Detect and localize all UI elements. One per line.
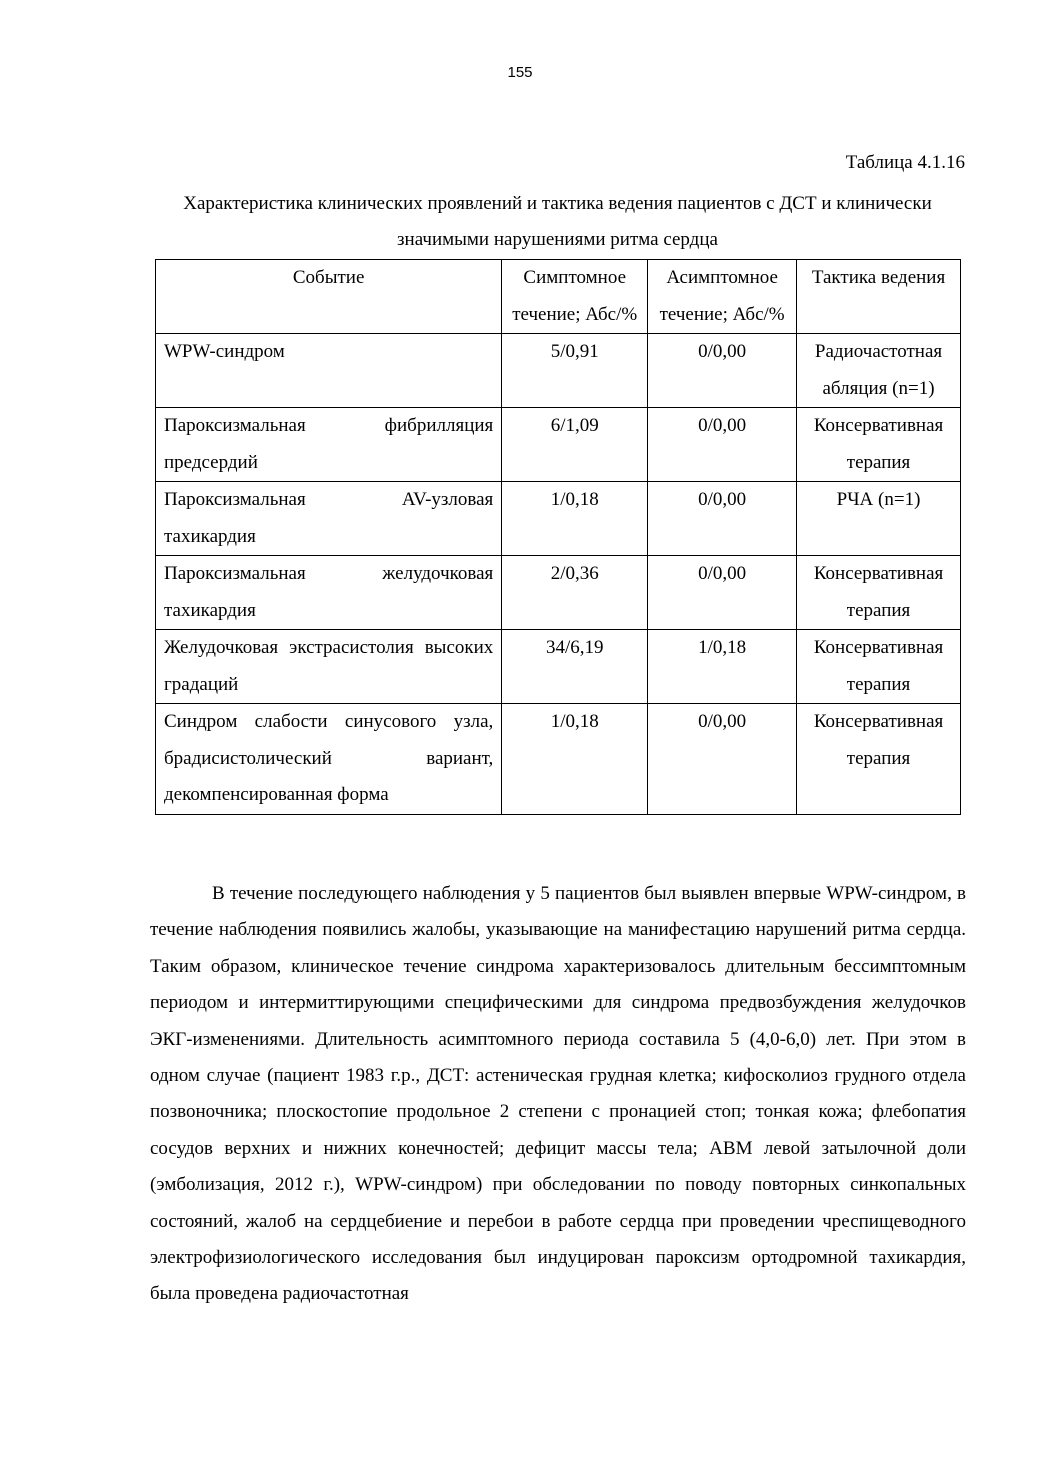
table-caption: Характеристика клинических проявлений и тактика ведения пациентов с ДСТ и клинически значимыми нарушениями ритма сердца (183, 193, 932, 250)
cell-asymptomatic: 1/0,18 (648, 630, 797, 704)
cell-event: Синдром слабости синусового узла, брадисистолический вариант, декомпенсированная форма (156, 704, 502, 815)
cell-asymptomatic: 0/0,00 (648, 482, 797, 556)
cell-tactics: Консервативная терапия (797, 704, 961, 815)
table-label: Таблица 4.1.16 (845, 152, 965, 173)
table-row (156, 704, 961, 815)
cell-asymptomatic: 0/0,00 (648, 334, 797, 408)
cell-event: Пароксизмальная фибрилляция предсердий (156, 408, 502, 482)
cell-event: WPW-синдром (156, 334, 502, 408)
header-symptomatic: Симптомное течение; Абс/% (502, 260, 648, 334)
cell-asymptomatic: 0/0,00 (648, 408, 797, 482)
cell-symptomatic: 6/1,09 (502, 408, 648, 482)
cell-symptomatic: 34/6,19 (502, 630, 648, 704)
cell-tactics: РЧА (n=1) (797, 482, 961, 556)
header-asymptomatic: Асимптомное течение; Абс/% (648, 260, 797, 334)
cell-symptomatic: 1/0,18 (502, 704, 648, 815)
cell-asymptomatic: 0/0,00 (648, 704, 797, 815)
cell-event: Пароксизмальная желудочковая тахикардия (156, 556, 502, 630)
table-row (156, 556, 961, 630)
body-paragraph: В течение последующего наблюдения у 5 пациентов был выявлен впервые WPW-синдром, в течение наблюдения появились жалобы, указывающие на манифестацию нарушений ритма сердца. Таким образом, клиническое течение синдрома характеризовалось длительным бессимптомным периодом и интермиттирующими специфическими для синдрома предвозбуждения желудочков ЭКГ-изменениями. Длительность асимптомного периода составила 5 (4,0-6,0) лет. При этом в одном случае (пациент 1983 г.р., ДСТ: астеническая грудная клетка; кифосколиоз грудного отдела позвоночника; плоскостопие продольное 2 степени с пронацией стоп; тонкая кожа; флебопатия сосудов верхних и нижних конечностей; дефицит массы тела; АВМ левой затылочной доли (эмболизация, 2012 г.), WPW-синдром) при обследовании по поводу повторных синкопальных состояний, жалоб на сердцебиение и перебои в работе сердца при проведении чреспищеводного электрофизиологического исследования был индуцирован пароксизм ортодромной тахикардия, была проведена радиочастотная (150, 883, 966, 1305)
cell-tactics: Консервативная терапия (797, 630, 961, 704)
page-number: 155 (507, 64, 533, 81)
cell-tactics: Радиочастотная абляция (n=1) (797, 334, 961, 408)
table-row (156, 482, 961, 556)
cell-symptomatic: 2/0,36 (502, 556, 648, 630)
cell-tactics: Консервативная терапия (797, 556, 961, 630)
cell-event: Пароксизмальная AV-узловая тахикардия (156, 482, 502, 556)
cell-asymptomatic: 0/0,00 (648, 556, 797, 630)
table-header-row (156, 260, 961, 334)
arrhythmia-table (155, 259, 961, 815)
body-text (150, 876, 966, 1313)
table-row (156, 408, 961, 482)
table-row (156, 630, 961, 704)
cell-symptomatic: 1/0,18 (502, 482, 648, 556)
header-event: Событие (156, 260, 502, 334)
cell-event: Желудочковая экстрасистолия высоких градаций (156, 630, 502, 704)
cell-tactics: Консервативная терапия (797, 408, 961, 482)
table-row (156, 334, 961, 408)
cell-symptomatic: 5/0,91 (502, 334, 648, 408)
header-tactics: Тактика ведения (797, 260, 961, 334)
